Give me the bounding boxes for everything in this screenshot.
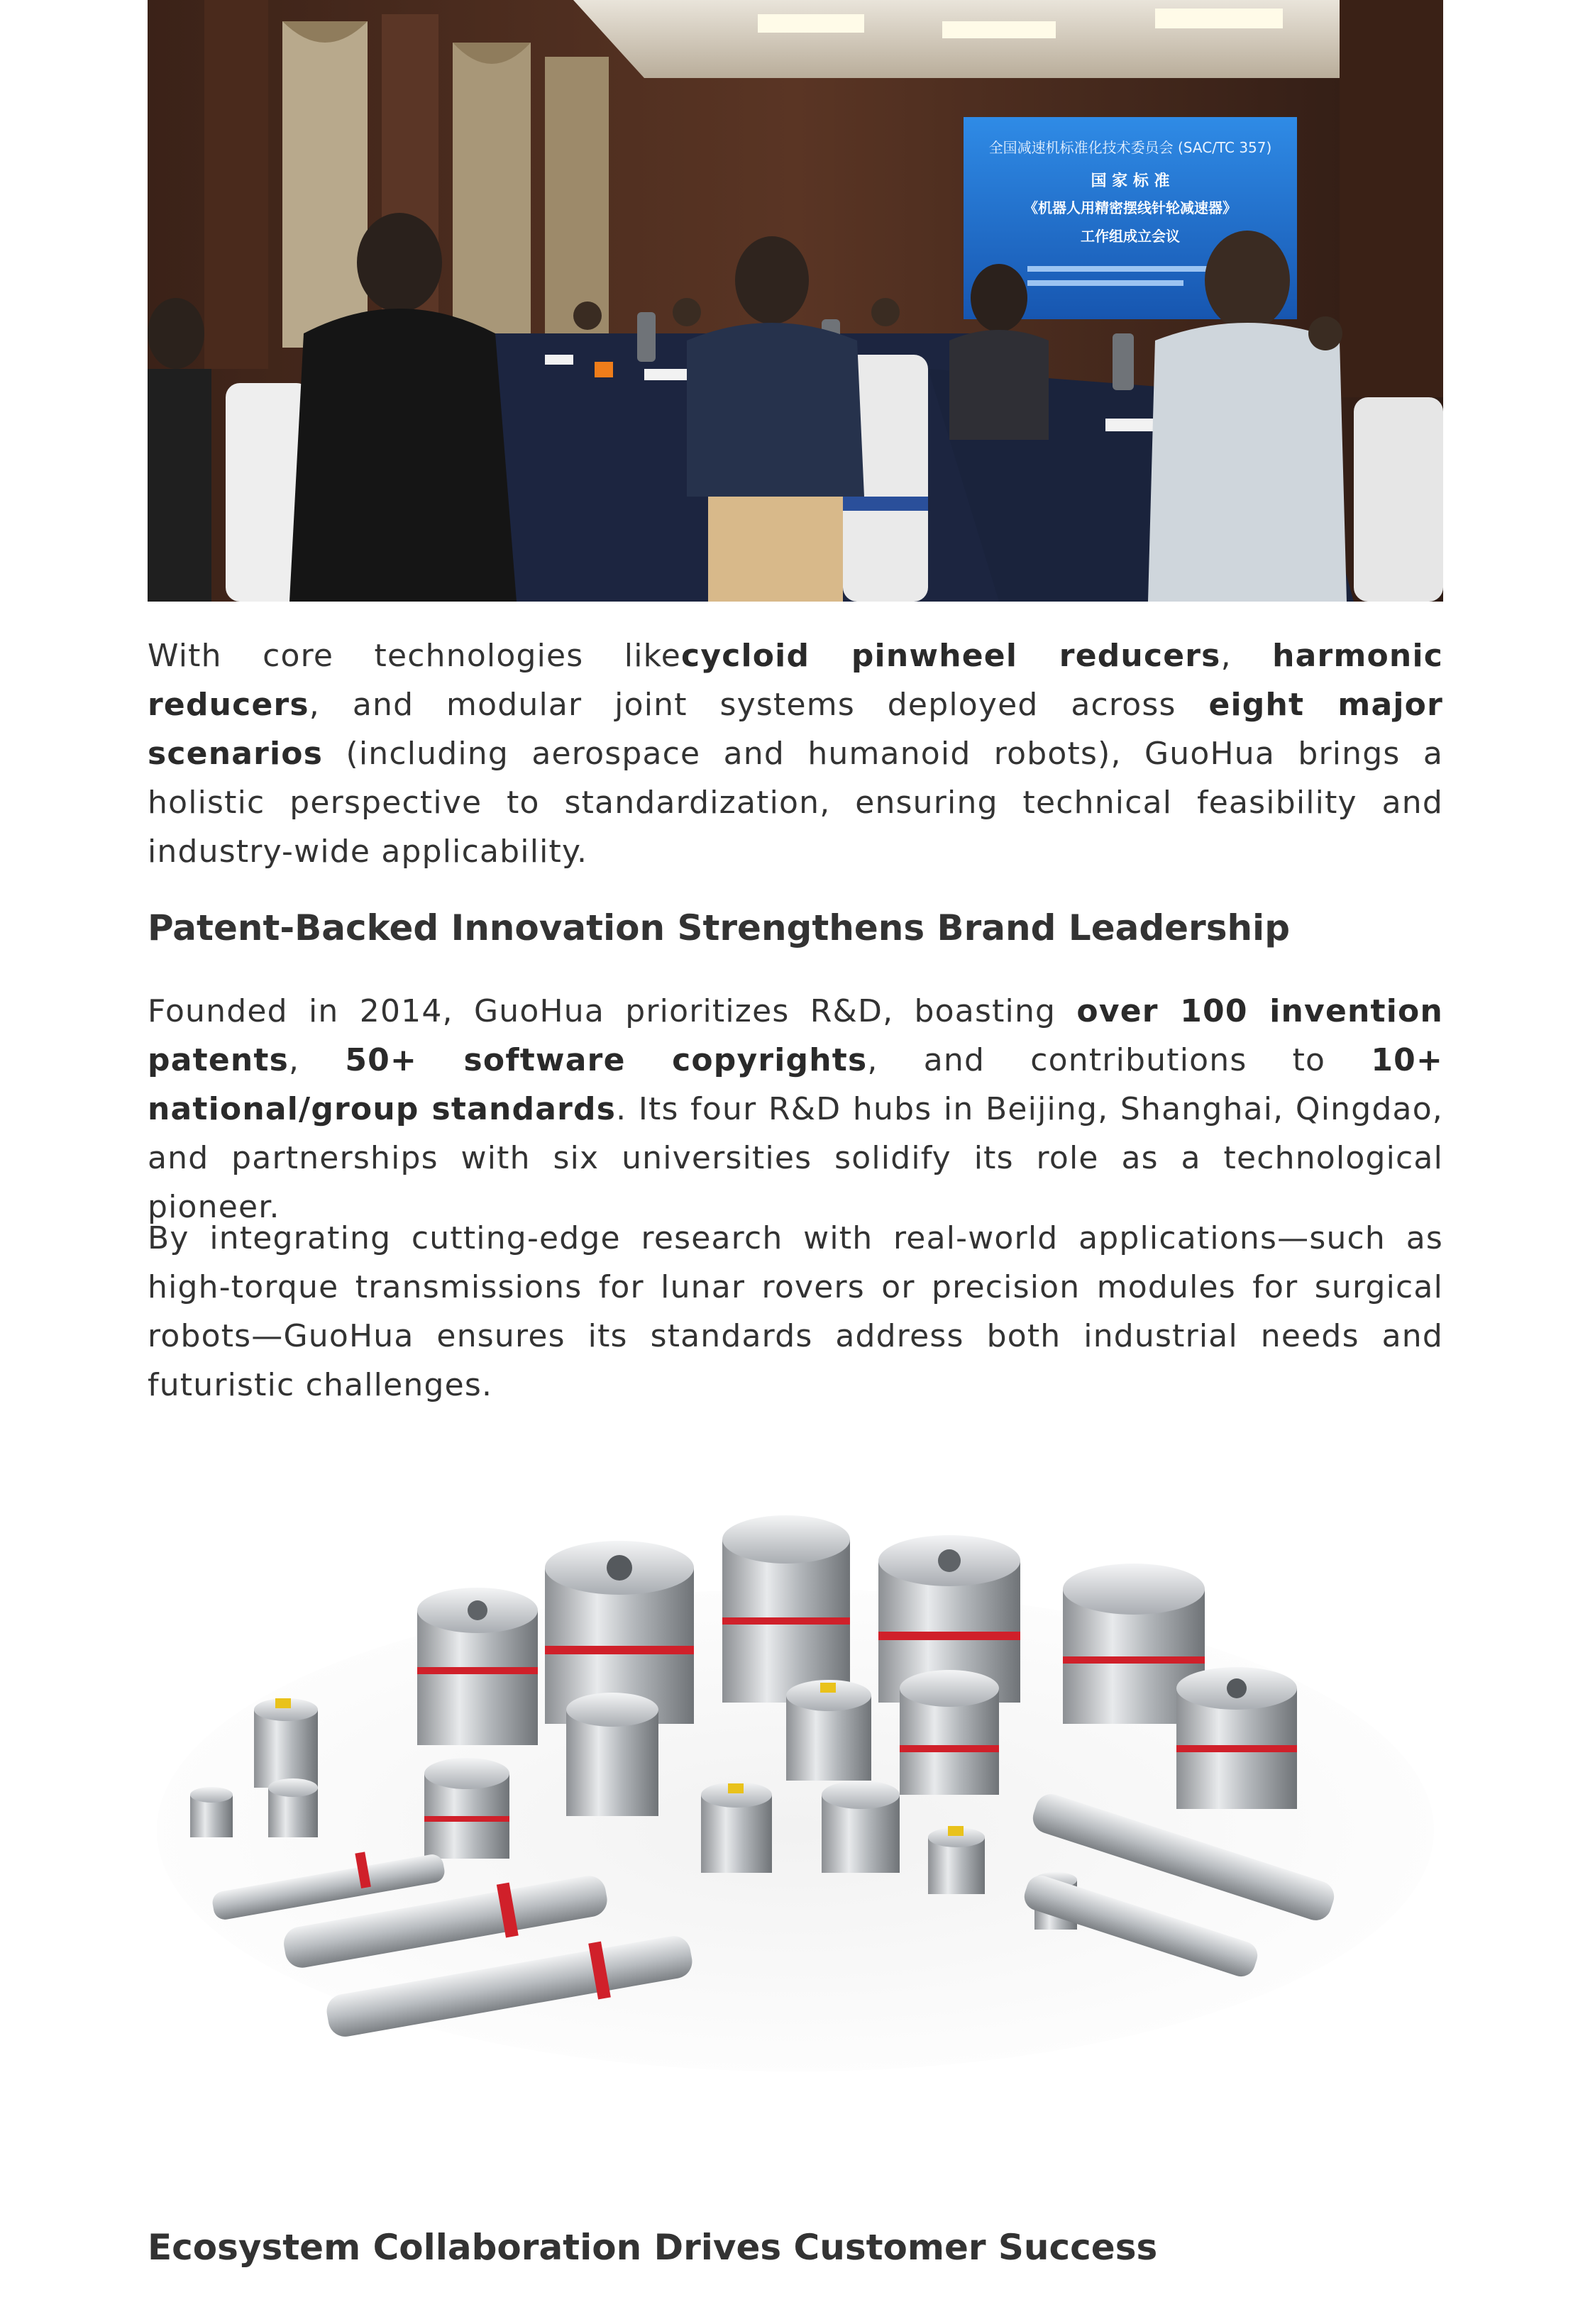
para2-text-4: . Its four R&D hubs in Beijing, Shanghai, Qingdao, and partnerships with six universities solidify its role as a technological pioneer.: [148, 1091, 1443, 1225]
paragraph-research-applications: By integrating cutting-edge research with real-world applications—such as high-torque transmissions for lunar rovers or precision modules for surgical robots—GuoHua ensures its standards address both industrial needs and futuristic challenges.: [148, 1220, 1443, 1403]
para2-text-3: , and contributions to: [867, 1042, 1372, 1078]
product-family-graphic: [148, 1497, 1443, 2093]
para2-bold-2: 50+ software copyrights: [345, 1042, 868, 1078]
meeting-photo-graphic: [148, 0, 1443, 602]
reducer-medium-1: [254, 1698, 318, 1788]
section-heading-patents: Patent-Backed Innovation Strengthens Brand Leadership: [148, 907, 1290, 948]
section-heading-ecosystem: Ecosystem Collaboration Drives Customer Success: [148, 2227, 1158, 2268]
screen-line-4: 工作组成立会议: [1081, 228, 1180, 245]
reducer-small-3: [928, 1826, 985, 1894]
reducer-medium-6: [701, 1782, 772, 1873]
reducer-medium-5: [900, 1670, 999, 1795]
para2-bold-3: 10+ national/group standards: [148, 1042, 1444, 1127]
para2-bold-1: over 100 invention patents: [148, 993, 1443, 1078]
reducer-large-1: [417, 1588, 538, 1745]
reducer-small-2: [268, 1778, 318, 1837]
paragraph-core-technologies: [148, 631, 1443, 876]
product-family-image: [148, 1497, 1443, 2093]
reducer-large-3: [722, 1515, 850, 1703]
para1-text-3: , and modular joint systems deployed across: [309, 687, 1209, 723]
para1-bold-3: eight major scenarios: [148, 687, 1443, 772]
para1-bold-2: harmonic reducers: [148, 638, 1444, 723]
screen-line-1: 全国减速机标准化技术委员会 (SAC/TC 357): [988, 139, 1272, 156]
para2-text-1: Founded in 2014, GuoHua prioritizes R&D, boasting: [148, 993, 1077, 1029]
reducer-medium-3: [566, 1693, 658, 1816]
reducer-large-6: [1176, 1667, 1297, 1809]
screen-line-2: 国 家 标 准: [1091, 172, 1170, 190]
para1-text-2: ,: [1220, 638, 1273, 674]
reducer-medium-2: [424, 1758, 509, 1859]
screen-line-3: 《机器人用精密摆线针轮减速器》: [1024, 199, 1237, 216]
para2-text-2: ,: [289, 1042, 346, 1078]
para1-bold-1: cycloid pinwheel reducers: [681, 638, 1221, 674]
para1-text-4: (including aerospace and humanoid robots), GuoHua brings a holistic perspective to standardization, ensuring technical feasibility and industry-wide applicability.: [148, 736, 1443, 870]
reducer-medium-7: [822, 1781, 900, 1873]
reducer-medium-4: [786, 1680, 871, 1781]
paragraph-patents: [148, 987, 1443, 1232]
meeting-photo: [148, 0, 1443, 602]
para1-text-1: With core technologies like: [148, 638, 682, 674]
reducer-small-1: [190, 1787, 233, 1837]
